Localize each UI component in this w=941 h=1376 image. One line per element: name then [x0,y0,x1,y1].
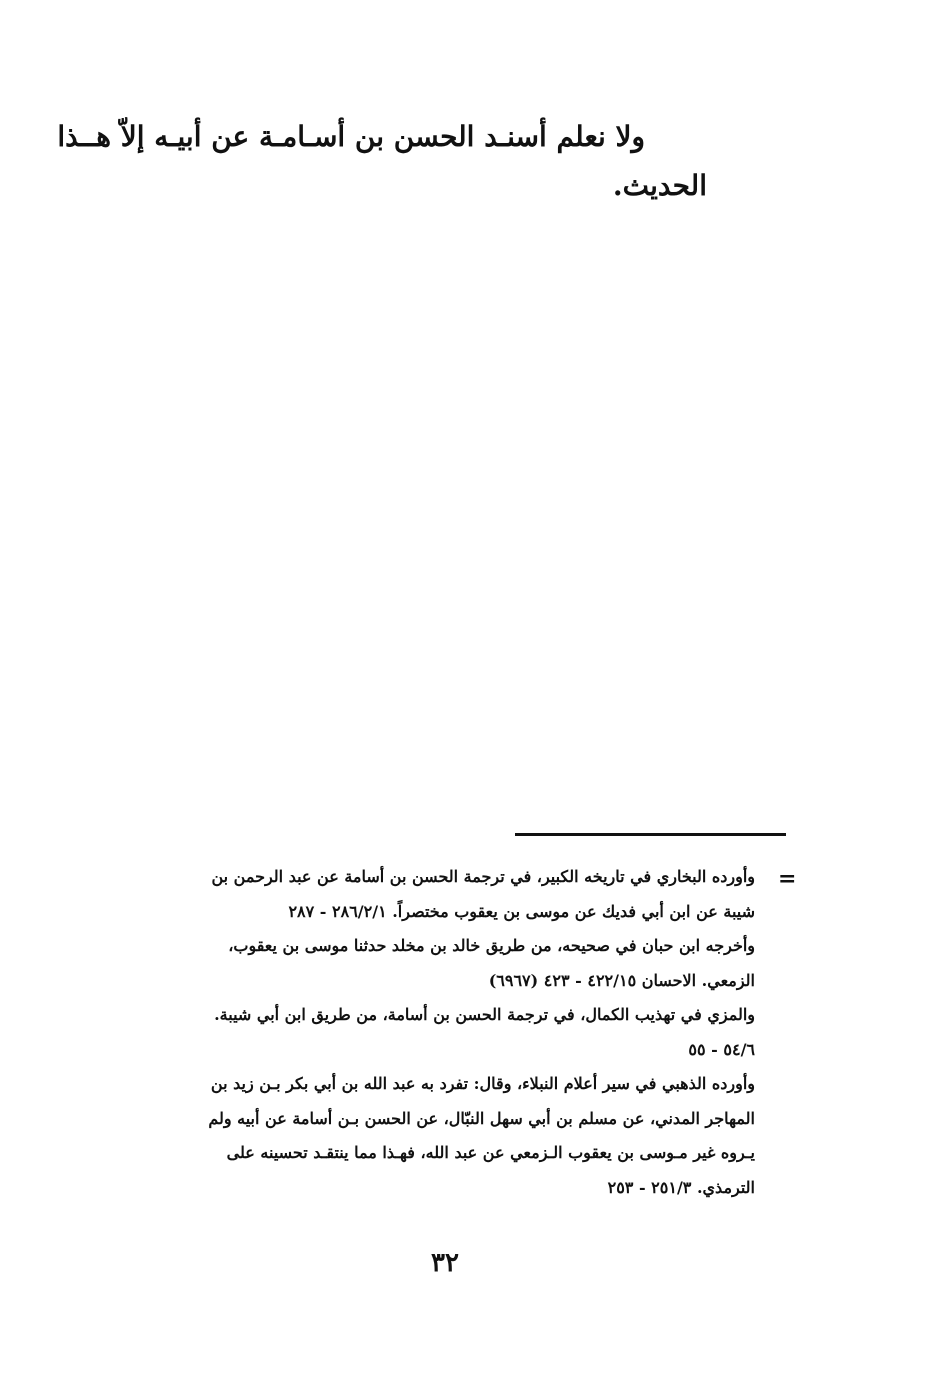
footnote-divider [515,833,786,836]
footnote-line: المهاجر المدني، عن مسلم بن أبي سهل النبّال، عن الحسن بـن أسامة عن أبيه ولم [208,1108,755,1128]
footnote-line: وأورده الذهبي في سير أعلام النبلاء، وقال: تفرد به عبد الله بن أبي بكر بـن زيد بن [210,1074,755,1093]
main-text-line-2: الحديث. [612,169,707,202]
footnote-line: وأورده البخاري في تاريخه الكبير، في ترجمة الحسن بن أسامة عن عبد الرحمن بن [211,867,755,886]
footnote-line: شيبة عن ابن أبي فديك عن موسى بن يعقوب مختصراً. ٢٨٦/٢/١ - ٢٨٧ [288,901,755,921]
footnote-line: يـروه غير مـوسى بن يعقوب الـزمعي عن عبد الله، فهـذا مما ينتقـد تحسينه على [226,1143,755,1162]
footnotes-block [95,860,755,1205]
footnote-line: الترمذي. ٢٥١/٣ - ٢٥٣ [607,1177,755,1197]
main-text-line-1: ولا نعلم أسنـد الحسن بن أسـامـة عن أبيـه إلاّ هــذا [57,120,645,153]
footnote-line: وأخرجه ابن حبان في صحيحه، من طريق خالد بن مخلد حدثنا موسى بن يعقوب، [228,936,755,955]
main-text-block [57,112,707,210]
footnote-line: والمزي في تهذيب الكمال، في ترجمة الحسن بن أسامة، من طريق ابن أبي شيبة. [214,1005,755,1024]
page-number: ٣٢ [431,1248,459,1278]
footnote-line: ٥٤/٦ - ٥٥ [688,1039,755,1059]
footnote-continuation-marker: = [778,866,797,892]
footnote-line: الزمعي. الاحسان ٤٢٢/١٥ - ٤٢٣ (٦٩٦٧) [488,970,755,990]
